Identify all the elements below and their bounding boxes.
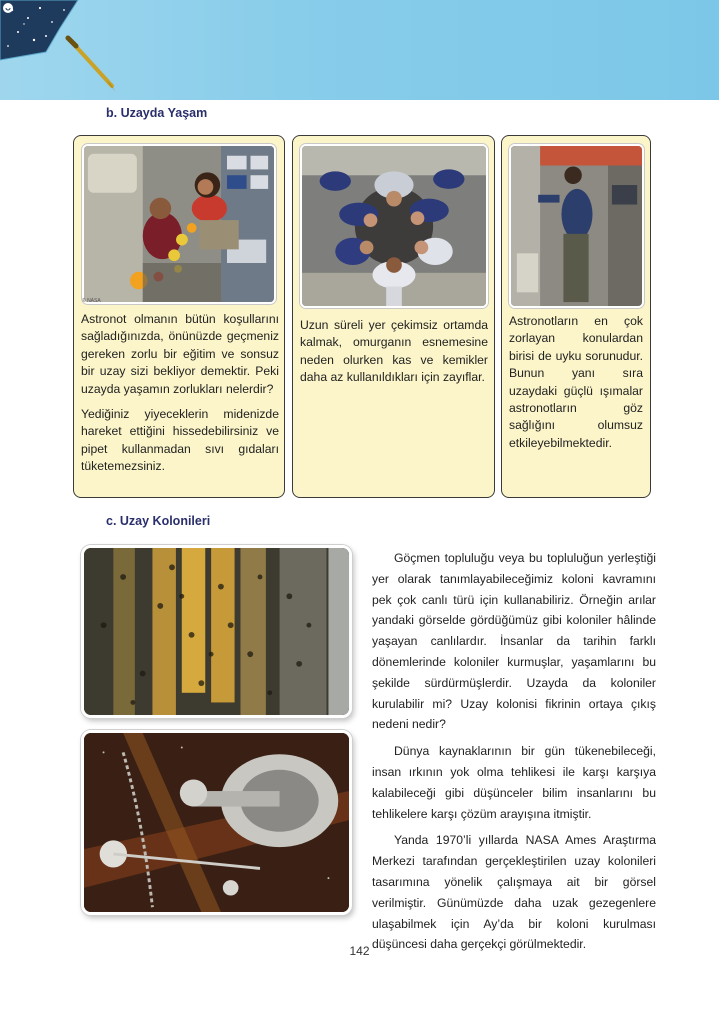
info-card-training: [73, 135, 285, 498]
body-paragraph: Göçmen topluluğu veya bu topluluğun yerleştiği yer olarak tanımlayabileceğimiz koloni kavramını pek çok canlı türü için kullanabiliriz. Örneğin arılar yandaki görselde gördüğümüz gibi koloniler hâlinde yaşayan canlılardır. İnsanlar da tarihin farklı dönemlerinde koloniler kurmuşlar, yaşamlarını bu şekilde sürdürmüşlerdir. Uzayda da koloniler kurulabilir mi? Uzay kolonisi fikrinin ortaya çıkış nedeni nedir?: [372, 551, 656, 732]
section-heading-space-colonies: c. Uzay Kolonileri: [106, 514, 211, 528]
card-paragraph: Astronot olmanın bütün koşullarını sağladığınızda, önünüzde geçmeniz gereken zorlu bir eğitim ve sonsuz bir uzay sizi bekliyor demektir. Peki uzayda yaşamın zorlukları nelerdir?: [81, 312, 279, 396]
info-card-spine: [292, 135, 495, 498]
starry-pen-icon: [0, 0, 120, 100]
bee-colony-photo: [81, 545, 352, 718]
top-banner: [0, 0, 719, 100]
card-paragraph: Uzun süreli yer çekimsiz ortamda kalmak, omurganın esnemesine neden olurken kas ve kemikler daha az kullanıldıkları için zayıflar.: [300, 318, 488, 385]
card-text-spine: [300, 317, 488, 387]
info-card-sleep: [501, 135, 651, 498]
card-paragraph: Yediğiniz yiyeceklerin midenizde hareket ettiğini hissedebilirsiniz ve pipet kullanmadan sıvı gıdaları tüketemezsiniz.: [81, 407, 279, 474]
card-text-sleep: [509, 313, 643, 452]
body-paragraph: Yanda 1970’li yıllarda NASA Ames Araştırma Merkezi tarafından gerçekleştirilen uzay kolonileri tasarımına yönelik çalışmaya ait bir görsel verilmiştir. Günümüzde daha uzak gezegenlere ulaşabilmek için Ay’da bir koloni kurulması düşüncesi daha gerçekçi görülmektedir.: [372, 833, 656, 952]
astronaut-sleeping-photo: [509, 144, 644, 308]
astronauts-floating-food-photo: [82, 144, 276, 304]
astronaut-crew-circle-photo: [300, 144, 488, 308]
section-heading-space-life: b. Uzayda Yaşam: [106, 106, 208, 120]
card-text-training: [81, 311, 279, 476]
body-text-colonies: [372, 548, 656, 955]
body-paragraph: Dünya kaynaklarının bir gün tükenebileceği, insan ırkının yok olma tehlikesi ile karşı karşıya kalabileceği gibi düşünceler bilim insanlarını bu tehlikelere karşı çözüm arayışına itmiştir.: [372, 744, 656, 821]
photo-credit: © NASA: [82, 298, 101, 304]
page-number: 142: [349, 944, 370, 958]
card-paragraph: Astronotların en çok zorlayan konulardan birisi de uyku sorunudur. Bunun yanı sıra uzaydaki güçlü ışımalar astronotların göz sağlığını olumsuz etkileyebilmektedir.: [509, 314, 643, 450]
space-colony-illustration: [81, 730, 352, 915]
